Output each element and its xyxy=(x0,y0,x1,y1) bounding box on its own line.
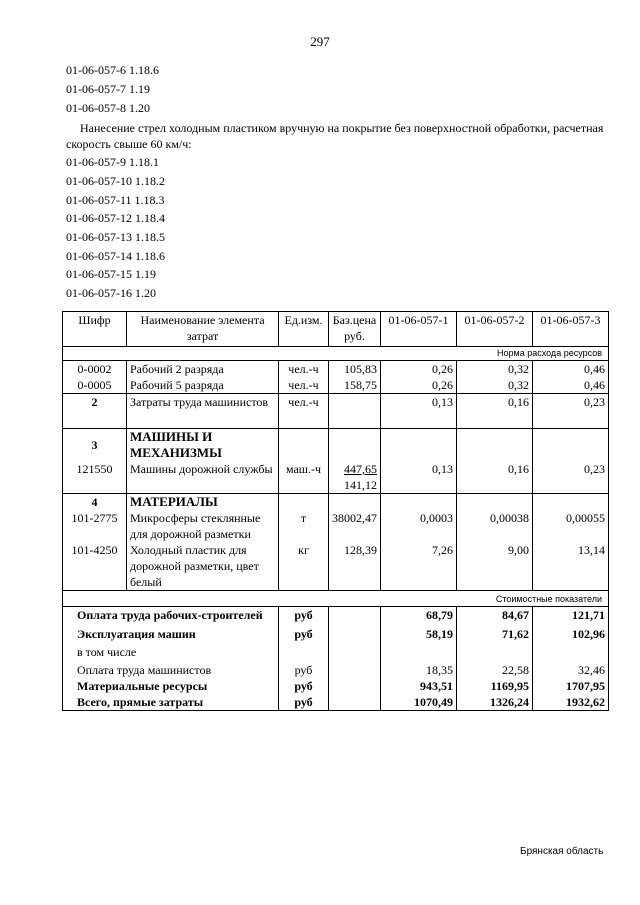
table-header xyxy=(63,312,609,347)
price-main: 447,65 xyxy=(344,462,377,476)
code-line: 01-06-057-6 1.18.6 xyxy=(66,63,159,77)
code-line: 01-06-057-12 1.18.4 xyxy=(66,211,165,225)
cell-value: 0,13 xyxy=(381,394,457,429)
cost-name: Оплата труда машинистов xyxy=(63,660,279,678)
cell-value: 13,14 xyxy=(533,542,609,591)
description: Нанесение стрел холодным пластиком вручную на покрытие без поверхностной обработки, расчетная скорость свыше 60 км/ч: xyxy=(66,121,604,151)
cell-code: 2 xyxy=(63,394,127,429)
code-line: 01-06-057-14 1.18.6 xyxy=(66,249,165,263)
cell-value: 0,16 xyxy=(457,461,533,494)
cost-name: Всего, прямые затраты xyxy=(63,694,279,711)
header-col1: 01-06-057-1 xyxy=(381,312,457,347)
header-col2: 01-06-057-2 xyxy=(457,312,533,347)
cell-price xyxy=(329,394,381,429)
norm-caption: Норма расхода ресурсов xyxy=(63,347,609,361)
code-line: 01-06-057-11 1.18.3 xyxy=(66,193,165,207)
section-name: МАШИНЫ И МЕХАНИЗМЫ xyxy=(127,429,279,462)
cost-unit: руб xyxy=(279,660,329,678)
cell-value: 0,46 xyxy=(533,361,609,378)
cost-name: Материальные ресурсы xyxy=(63,678,279,694)
table-row xyxy=(63,510,609,542)
cell-value: 0,16 xyxy=(457,394,533,429)
cost-value: 68,79 xyxy=(381,607,457,624)
cell-code: 101-2775 xyxy=(63,510,127,542)
cost-row xyxy=(63,694,609,711)
cell-value: 0,46 xyxy=(533,377,609,394)
norm-caption-row xyxy=(63,347,609,361)
cell-value: 0,32 xyxy=(457,361,533,378)
cost-value: 121,71 xyxy=(533,607,609,624)
cost-row xyxy=(63,623,609,642)
cost-value: 22,58 xyxy=(457,660,533,678)
cell-price: 128,39 xyxy=(329,542,381,591)
section-row xyxy=(63,494,609,511)
section-row xyxy=(63,429,609,462)
cell-value: 0,00055 xyxy=(533,510,609,542)
cell-code: 101-4250 xyxy=(63,542,127,591)
cost-unit: руб xyxy=(279,678,329,694)
header-col3: 01-06-057-3 xyxy=(533,312,609,347)
cost-row xyxy=(63,678,609,694)
section-code: 3 xyxy=(63,429,127,462)
code-line: 01-06-057-9 1.18.1 xyxy=(66,155,159,169)
cost-name: в том числе xyxy=(63,642,279,660)
cell-price: 38002,47 xyxy=(329,510,381,542)
cell-unit: чел.-ч xyxy=(279,377,329,394)
cell-unit: чел.-ч xyxy=(279,361,329,378)
table-row xyxy=(63,361,609,378)
cell-unit: т xyxy=(279,510,329,542)
cell-value: 0,32 xyxy=(457,377,533,394)
cell-name: Рабочий 2 разряда xyxy=(127,361,279,378)
header-code: Шифр xyxy=(63,312,127,347)
cost-value: 18,35 xyxy=(381,660,457,678)
section-name: МАТЕРИАЛЫ xyxy=(127,494,279,511)
header-price: Баз.цена руб. xyxy=(329,312,381,347)
cost-row xyxy=(63,660,609,678)
cost-row xyxy=(63,607,609,624)
price-secondary: 141,12 xyxy=(344,478,377,492)
cell-price: 158,75 xyxy=(329,377,381,394)
cell-name: Холодный пластик для дорожной разметки, цвет белый xyxy=(127,542,279,591)
cell-code: 0-0005 xyxy=(63,377,127,394)
cell-value: 7,26 xyxy=(381,542,457,591)
cell-unit: маш.-ч xyxy=(279,461,329,494)
cost-value: 1707,95 xyxy=(533,678,609,694)
header-name: Наименование элемента затрат xyxy=(127,312,279,347)
cell-value: 0,0003 xyxy=(381,510,457,542)
cost-value: 1932,62 xyxy=(533,694,609,711)
cost-caption-row xyxy=(63,591,609,607)
cell-value: 0,26 xyxy=(381,361,457,378)
cell-value: 0,00038 xyxy=(457,510,533,542)
cost-value: 84,67 xyxy=(457,607,533,624)
cost-row xyxy=(63,642,609,660)
cost-value: 58,19 xyxy=(381,623,457,642)
cell-value: 9,00 xyxy=(457,542,533,591)
code-line: 01-06-057-15 1.19 xyxy=(66,267,156,281)
code-line: 01-06-057-7 1.19 xyxy=(66,82,150,96)
cost-value: 32,46 xyxy=(533,660,609,678)
cell-name: Машины дорожной службы xyxy=(127,461,279,494)
cost-value: 1070,49 xyxy=(381,694,457,711)
cell-value: 0,13 xyxy=(381,461,457,494)
cell-name: Микросферы стеклянные для дорожной разметки xyxy=(127,510,279,542)
cost-unit: руб xyxy=(279,694,329,711)
cell-value: 0,26 xyxy=(381,377,457,394)
code-line: 01-06-057-13 1.18.5 xyxy=(66,230,165,244)
footer-region: Брянская область xyxy=(520,846,604,857)
cell-code: 121550 xyxy=(63,461,127,494)
cost-unit: руб xyxy=(279,607,329,624)
table-row xyxy=(63,377,609,394)
cost-caption: Стоимостные показатели xyxy=(63,591,609,607)
cell-unit: кг xyxy=(279,542,329,591)
cell-unit: чел.-ч xyxy=(279,394,329,429)
cost-value: 102,96 xyxy=(533,623,609,642)
table-row xyxy=(63,542,609,591)
cell-name: Затраты труда машинистов xyxy=(127,394,279,429)
cost-value: 1326,24 xyxy=(457,694,533,711)
cost-value: 71,62 xyxy=(457,623,533,642)
resource-table xyxy=(62,311,609,711)
cost-name: Оплата труда рабочих-строителей xyxy=(63,607,279,624)
page-number: 297 xyxy=(310,34,330,49)
header-unit: Ед.изм. xyxy=(279,312,329,347)
cell-value: 0,23 xyxy=(533,394,609,429)
cost-unit: руб xyxy=(279,623,329,642)
cell-price: 105,83 xyxy=(329,361,381,378)
code-line: 01-06-057-10 1.18.2 xyxy=(66,174,165,188)
cell-code: 0-0002 xyxy=(63,361,127,378)
table-row xyxy=(63,461,609,494)
cell-name: Рабочий 5 разряда xyxy=(127,377,279,394)
cell-value: 0,23 xyxy=(533,461,609,494)
table-row xyxy=(63,394,609,429)
section-code: 4 xyxy=(63,494,127,511)
code-line: 01-06-057-16 1.20 xyxy=(66,286,156,300)
cost-value: 1169,95 xyxy=(457,678,533,694)
code-line: 01-06-057-8 1.20 xyxy=(66,101,150,115)
cost-name: Эксплуатация машин xyxy=(63,623,279,642)
cost-value: 943,51 xyxy=(381,678,457,694)
cell-price xyxy=(329,461,381,494)
